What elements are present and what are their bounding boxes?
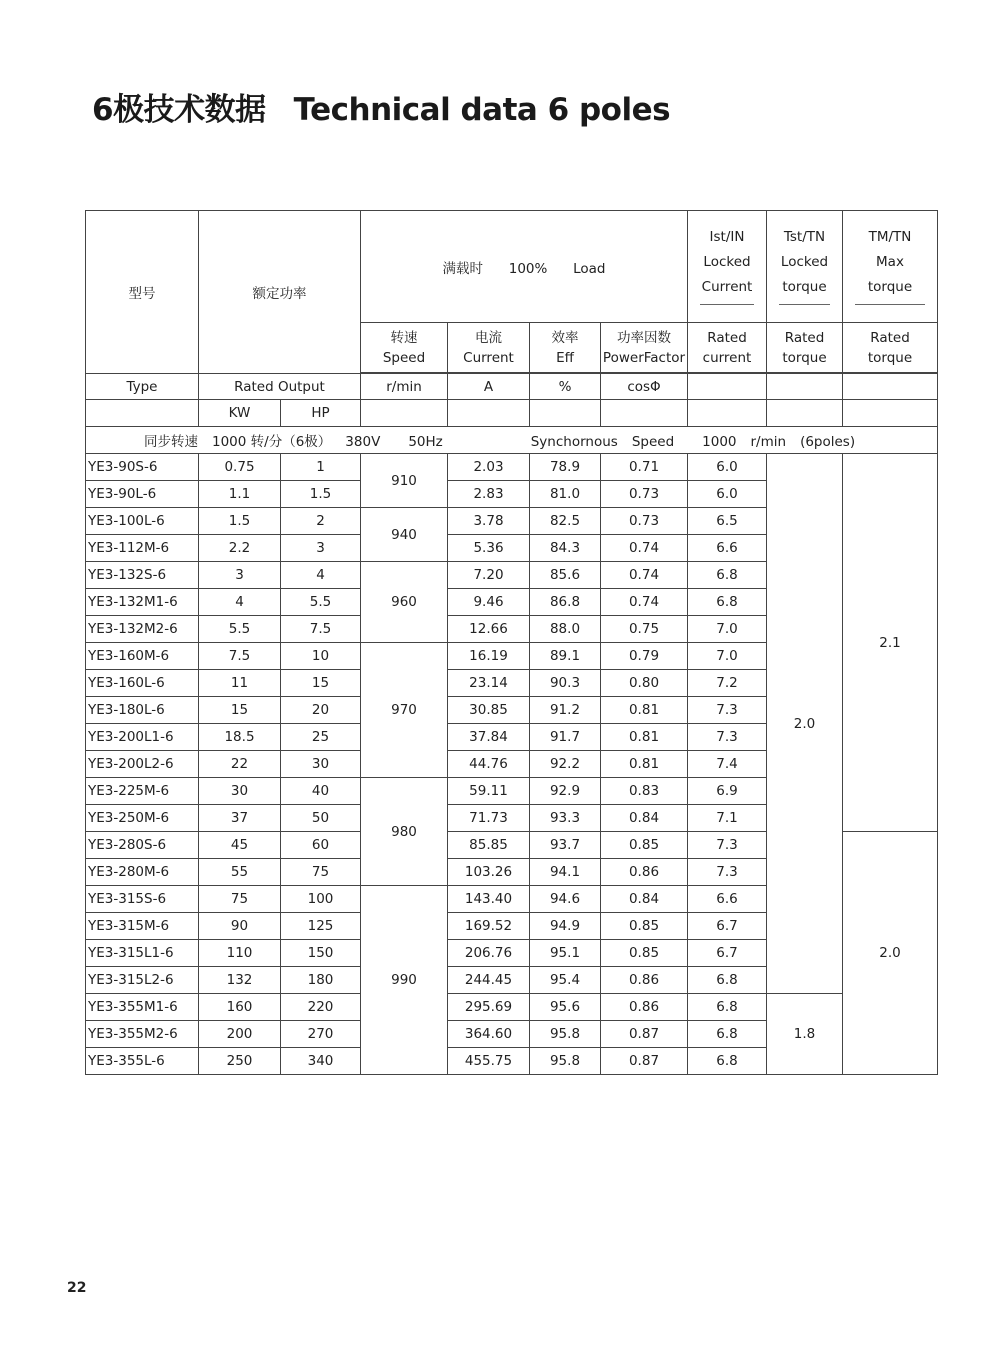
pf-cell: 0.74 bbox=[601, 562, 688, 589]
sync-en-2: Speed bbox=[631, 434, 675, 450]
sync-en-5: (6poles) bbox=[800, 434, 856, 450]
model-cell: YE3-160M-6 bbox=[86, 643, 199, 670]
title-en: Technical data 6 poles bbox=[293, 92, 671, 128]
pf-cell: 0.81 bbox=[601, 724, 688, 751]
eff-cell: 92.2 bbox=[530, 751, 601, 778]
current-cell: 85.85 bbox=[448, 832, 530, 859]
current-cell: 206.76 bbox=[448, 940, 530, 967]
tst-rated-2: torque bbox=[782, 349, 827, 366]
eff-cell: 94.6 bbox=[530, 886, 601, 913]
pf-cell: 0.73 bbox=[601, 481, 688, 508]
ist-cell: 7.4 bbox=[688, 751, 767, 778]
sync-speed-row bbox=[86, 427, 938, 454]
eff-cell: 81.0 bbox=[530, 481, 601, 508]
ist-cell: 6.6 bbox=[688, 886, 767, 913]
kw-cell: 11 bbox=[199, 670, 281, 697]
current-header-zh: 电流 bbox=[475, 329, 502, 346]
speed-cell: 960 bbox=[361, 562, 448, 643]
kw-cell: 5.5 bbox=[199, 616, 281, 643]
tm-rated-cell bbox=[843, 323, 938, 373]
eff-cell: 86.8 bbox=[530, 589, 601, 616]
technical-data-table bbox=[85, 210, 938, 1075]
speed-header-zh: 转速 bbox=[390, 329, 418, 346]
tm-ratio: TM/TN bbox=[868, 228, 912, 245]
ist-cell: 6.7 bbox=[688, 940, 767, 967]
current-cell: 5.36 bbox=[448, 535, 530, 562]
tst-cell: 2.0 bbox=[767, 454, 843, 994]
pf-cell: 0.87 bbox=[601, 1021, 688, 1048]
pf-header-cell bbox=[601, 323, 688, 373]
ist-rule bbox=[700, 304, 754, 309]
tm-header-cell bbox=[843, 211, 938, 323]
kw-cell: 4 bbox=[199, 589, 281, 616]
current-cell: 16.19 bbox=[448, 643, 530, 670]
kw-cell: 55 bbox=[199, 859, 281, 886]
eff-cell: 93.7 bbox=[530, 832, 601, 859]
ist-cell: 7.3 bbox=[688, 697, 767, 724]
sync-en-4: r/min bbox=[750, 434, 787, 450]
current-cell: 3.78 bbox=[448, 508, 530, 535]
model-cell: YE3-280M-6 bbox=[86, 859, 199, 886]
hp-cell: 60 bbox=[281, 832, 361, 859]
kw-cell: 75 bbox=[199, 886, 281, 913]
pf-cell: 0.81 bbox=[601, 697, 688, 724]
pf-cell: 0.86 bbox=[601, 994, 688, 1021]
ist-cell: 6.7 bbox=[688, 913, 767, 940]
eff-unit: % bbox=[530, 374, 601, 400]
current-cell: 103.26 bbox=[448, 859, 530, 886]
empty-cell bbox=[530, 400, 601, 427]
pf-cell: 0.80 bbox=[601, 670, 688, 697]
speed-header-cell bbox=[361, 323, 448, 373]
ist-cell: 7.1 bbox=[688, 805, 767, 832]
model-cell: YE3-315M-6 bbox=[86, 913, 199, 940]
page-title bbox=[92, 84, 670, 129]
tm-rated-2: torque bbox=[867, 349, 913, 366]
kw-cell: 90 bbox=[199, 913, 281, 940]
table-row bbox=[86, 994, 938, 1021]
eff-cell: 95.6 bbox=[530, 994, 601, 1021]
ist-cell: 6.8 bbox=[688, 562, 767, 589]
kw-cell: 160 bbox=[199, 994, 281, 1021]
kw-cell: 1.1 bbox=[199, 481, 281, 508]
model-header-cell bbox=[86, 211, 199, 374]
load-header-cell bbox=[361, 211, 688, 323]
eff-header-en: Eff bbox=[556, 349, 574, 366]
model-cell: YE3-355L-6 bbox=[86, 1048, 199, 1075]
speed-header-en: Speed bbox=[382, 349, 426, 366]
table-row bbox=[86, 454, 938, 481]
current-cell: 23.14 bbox=[448, 670, 530, 697]
hp-cell: 100 bbox=[281, 886, 361, 913]
hp-cell: 270 bbox=[281, 1021, 361, 1048]
ist-cell: 6.0 bbox=[688, 454, 767, 481]
sync-en-3: 1000 bbox=[702, 434, 737, 450]
current-cell: 169.52 bbox=[448, 913, 530, 940]
empty-cell bbox=[767, 374, 843, 400]
speed-cell: 910 bbox=[361, 454, 448, 508]
current-cell: 2.03 bbox=[448, 454, 530, 481]
hp-cell: 2 bbox=[281, 508, 361, 535]
hp-cell: 220 bbox=[281, 994, 361, 1021]
current-cell: 71.73 bbox=[448, 805, 530, 832]
eff-header-cell bbox=[530, 323, 601, 373]
tst-rated-1: Rated bbox=[784, 329, 825, 346]
kw-cell: 250 bbox=[199, 1048, 281, 1075]
ist-cell: 6.8 bbox=[688, 967, 767, 994]
hp-cell: 4 bbox=[281, 562, 361, 589]
current-cell: 295.69 bbox=[448, 994, 530, 1021]
empty-cell bbox=[448, 400, 530, 427]
pf-cell: 0.81 bbox=[601, 751, 688, 778]
model-cell: YE3-200L1-6 bbox=[86, 724, 199, 751]
hp-cell: 25 bbox=[281, 724, 361, 751]
current-cell: 244.45 bbox=[448, 967, 530, 994]
model-cell: YE3-132S-6 bbox=[86, 562, 199, 589]
eff-cell: 95.4 bbox=[530, 967, 601, 994]
title-zh: 6极技术数据 bbox=[92, 92, 266, 128]
ist-rated-cell bbox=[688, 323, 767, 373]
pf-cell: 0.85 bbox=[601, 940, 688, 967]
pf-header-en: PowerFactor bbox=[602, 349, 686, 366]
ist-cell: 7.3 bbox=[688, 832, 767, 859]
eff-cell: 95.1 bbox=[530, 940, 601, 967]
eff-cell: 94.1 bbox=[530, 859, 601, 886]
current-cell: 12.66 bbox=[448, 616, 530, 643]
pf-cell: 0.71 bbox=[601, 454, 688, 481]
pf-cell: 0.75 bbox=[601, 616, 688, 643]
load-header-zh: 满载时 bbox=[442, 260, 483, 277]
model-cell: YE3-200L2-6 bbox=[86, 751, 199, 778]
hp-cell: 20 bbox=[281, 697, 361, 724]
kw-header: KW bbox=[199, 400, 281, 427]
sync-en-1: Synchornous bbox=[530, 434, 618, 450]
model-cell: YE3-315S-6 bbox=[86, 886, 199, 913]
hp-cell: 3 bbox=[281, 535, 361, 562]
sync-zh-label: 同步转速 bbox=[144, 434, 198, 450]
table-body bbox=[86, 211, 938, 1075]
hp-cell: 7.5 bbox=[281, 616, 361, 643]
speed-cell: 940 bbox=[361, 508, 448, 562]
current-cell: 59.11 bbox=[448, 778, 530, 805]
eff-header-zh: 效率 bbox=[551, 329, 579, 346]
current-cell: 455.75 bbox=[448, 1048, 530, 1075]
kw-cell: 2.2 bbox=[199, 535, 281, 562]
kw-cell: 45 bbox=[199, 832, 281, 859]
eff-cell: 82.5 bbox=[530, 508, 601, 535]
ist-rated-2: current bbox=[702, 349, 752, 366]
pf-cell: 0.86 bbox=[601, 967, 688, 994]
load-header-en: Load bbox=[573, 260, 606, 277]
ist-cell: 6.0 bbox=[688, 481, 767, 508]
tm-cell: 2.1 bbox=[843, 454, 938, 832]
pf-cell: 0.85 bbox=[601, 913, 688, 940]
current-cell: 2.83 bbox=[448, 481, 530, 508]
eff-cell: 89.1 bbox=[530, 643, 601, 670]
current-cell: 30.85 bbox=[448, 697, 530, 724]
model-cell: YE3-355M2-6 bbox=[86, 1021, 199, 1048]
current-cell: 364.60 bbox=[448, 1021, 530, 1048]
ist-header-cell bbox=[688, 211, 767, 323]
model-cell: YE3-90L-6 bbox=[86, 481, 199, 508]
kw-cell: 1.5 bbox=[199, 508, 281, 535]
kw-cell: 110 bbox=[199, 940, 281, 967]
header-row-4 bbox=[86, 400, 938, 427]
model-cell: YE3-132M2-6 bbox=[86, 616, 199, 643]
pf-cell: 0.85 bbox=[601, 832, 688, 859]
model-cell: YE3-280S-6 bbox=[86, 832, 199, 859]
hp-cell: 50 bbox=[281, 805, 361, 832]
model-cell: YE3-315L2-6 bbox=[86, 967, 199, 994]
hp-header: HP bbox=[281, 400, 361, 427]
eff-cell: 91.2 bbox=[530, 697, 601, 724]
eff-cell: 92.9 bbox=[530, 778, 601, 805]
empty-cell bbox=[688, 400, 767, 427]
kw-cell: 18.5 bbox=[199, 724, 281, 751]
ist-ratio: Ist/IN bbox=[709, 228, 745, 245]
kw-cell: 0.75 bbox=[199, 454, 281, 481]
model-cell: YE3-315L1-6 bbox=[86, 940, 199, 967]
tst-ratio: Tst/TN bbox=[783, 228, 826, 245]
page-number: 22 bbox=[67, 1280, 87, 1296]
current-cell: 37.84 bbox=[448, 724, 530, 751]
eff-cell: 84.3 bbox=[530, 535, 601, 562]
sync-freq: 50Hz bbox=[408, 434, 443, 450]
current-unit: A bbox=[448, 374, 530, 400]
kw-cell: 132 bbox=[199, 967, 281, 994]
ist-cell: 6.8 bbox=[688, 994, 767, 1021]
current-cell: 7.20 bbox=[448, 562, 530, 589]
ist-cell: 7.0 bbox=[688, 643, 767, 670]
tst-rule bbox=[779, 304, 830, 309]
model-cell: YE3-160L-6 bbox=[86, 670, 199, 697]
current-header-cell bbox=[448, 323, 530, 373]
pf-cell: 0.86 bbox=[601, 859, 688, 886]
tst-label-1: Locked bbox=[780, 253, 829, 270]
model-header-en: Type bbox=[86, 374, 199, 400]
kw-cell: 37 bbox=[199, 805, 281, 832]
speed-cell: 990 bbox=[361, 886, 448, 1075]
kw-cell: 15 bbox=[199, 697, 281, 724]
ist-cell: 6.8 bbox=[688, 1021, 767, 1048]
model-cell: YE3-250M-6 bbox=[86, 805, 199, 832]
ist-rated-1: Rated bbox=[707, 329, 747, 346]
eff-cell: 90.3 bbox=[530, 670, 601, 697]
speed-unit: r/min bbox=[361, 374, 448, 400]
tst-header-cell bbox=[767, 211, 843, 323]
ist-label-2: Current bbox=[701, 278, 753, 295]
empty-cell bbox=[843, 374, 938, 400]
power-header-en: Rated Output bbox=[199, 374, 361, 400]
eff-cell: 95.8 bbox=[530, 1021, 601, 1048]
current-cell: 9.46 bbox=[448, 589, 530, 616]
load-header-pct: 100% bbox=[508, 260, 548, 277]
pf-cell: 0.83 bbox=[601, 778, 688, 805]
hp-cell: 180 bbox=[281, 967, 361, 994]
hp-cell: 1.5 bbox=[281, 481, 361, 508]
ist-cell: 6.9 bbox=[688, 778, 767, 805]
current-header-en: Current bbox=[463, 349, 514, 366]
empty-cell bbox=[361, 400, 448, 427]
tm-rated-1: Rated bbox=[870, 329, 910, 346]
eff-cell: 88.0 bbox=[530, 616, 601, 643]
tm-cell: 2.0 bbox=[843, 832, 938, 1075]
hp-cell: 5.5 bbox=[281, 589, 361, 616]
hp-cell: 125 bbox=[281, 913, 361, 940]
ist-cell: 6.8 bbox=[688, 1048, 767, 1075]
model-cell: YE3-100L-6 bbox=[86, 508, 199, 535]
kw-cell: 22 bbox=[199, 751, 281, 778]
eff-cell: 95.8 bbox=[530, 1048, 601, 1075]
eff-cell: 94.9 bbox=[530, 913, 601, 940]
hp-cell: 30 bbox=[281, 751, 361, 778]
model-cell: YE3-355M1-6 bbox=[86, 994, 199, 1021]
pf-cell: 0.79 bbox=[601, 643, 688, 670]
tst-cell: 1.8 bbox=[767, 994, 843, 1075]
ist-cell: 6.8 bbox=[688, 589, 767, 616]
ist-cell: 7.2 bbox=[688, 670, 767, 697]
ist-cell: 7.0 bbox=[688, 616, 767, 643]
tst-rated-cell bbox=[767, 323, 843, 373]
ist-cell: 6.6 bbox=[688, 535, 767, 562]
model-cell: YE3-225M-6 bbox=[86, 778, 199, 805]
tm-label-1: Max bbox=[876, 253, 904, 270]
model-cell: YE3-112M-6 bbox=[86, 535, 199, 562]
ist-cell: 7.3 bbox=[688, 724, 767, 751]
hp-cell: 15 bbox=[281, 670, 361, 697]
ist-label-1: Locked bbox=[703, 253, 751, 270]
pf-cell: 0.74 bbox=[601, 589, 688, 616]
pf-cell: 0.74 bbox=[601, 535, 688, 562]
current-cell: 143.40 bbox=[448, 886, 530, 913]
kw-cell: 30 bbox=[199, 778, 281, 805]
kw-cell: 200 bbox=[199, 1021, 281, 1048]
empty-cell bbox=[86, 400, 199, 427]
speed-cell: 980 bbox=[361, 778, 448, 886]
tm-rule bbox=[855, 304, 925, 309]
tm-label-2: torque bbox=[867, 278, 913, 295]
empty-cell bbox=[843, 400, 938, 427]
current-cell: 44.76 bbox=[448, 751, 530, 778]
model-header-zh: 型号 bbox=[128, 286, 156, 302]
hp-cell: 40 bbox=[281, 778, 361, 805]
pf-header-zh: 功率因数 bbox=[617, 329, 671, 346]
speed-cell: 970 bbox=[361, 643, 448, 778]
hp-cell: 1 bbox=[281, 454, 361, 481]
header-row-3 bbox=[86, 374, 938, 400]
kw-cell: 7.5 bbox=[199, 643, 281, 670]
hp-cell: 75 bbox=[281, 859, 361, 886]
power-header-zh: 额定功率 bbox=[252, 286, 307, 302]
empty-cell bbox=[688, 374, 767, 400]
tst-label-2: torque bbox=[782, 278, 827, 295]
model-cell: YE3-180L-6 bbox=[86, 697, 199, 724]
kw-cell: 3 bbox=[199, 562, 281, 589]
ist-cell: 7.3 bbox=[688, 859, 767, 886]
hp-cell: 150 bbox=[281, 940, 361, 967]
empty-cell bbox=[767, 400, 843, 427]
header-row-1 bbox=[86, 211, 938, 323]
eff-cell: 93.3 bbox=[530, 805, 601, 832]
ist-cell: 6.5 bbox=[688, 508, 767, 535]
eff-cell: 91.7 bbox=[530, 724, 601, 751]
pf-cell: 0.73 bbox=[601, 508, 688, 535]
power-header-cell bbox=[199, 211, 361, 374]
pf-cell: 0.84 bbox=[601, 886, 688, 913]
sync-speed-cell bbox=[86, 427, 938, 454]
pf-cell: 0.84 bbox=[601, 805, 688, 832]
pf-cell: 0.87 bbox=[601, 1048, 688, 1075]
eff-cell: 78.9 bbox=[530, 454, 601, 481]
empty-cell bbox=[601, 400, 688, 427]
sync-voltage: 380V bbox=[345, 434, 381, 450]
model-cell: YE3-132M1-6 bbox=[86, 589, 199, 616]
sync-zh-value: 1000 转/分（6极） bbox=[212, 434, 332, 450]
hp-cell: 340 bbox=[281, 1048, 361, 1075]
hp-cell: 10 bbox=[281, 643, 361, 670]
eff-cell: 85.6 bbox=[530, 562, 601, 589]
model-cell: YE3-90S-6 bbox=[86, 454, 199, 481]
pf-unit: cosΦ bbox=[601, 374, 688, 400]
